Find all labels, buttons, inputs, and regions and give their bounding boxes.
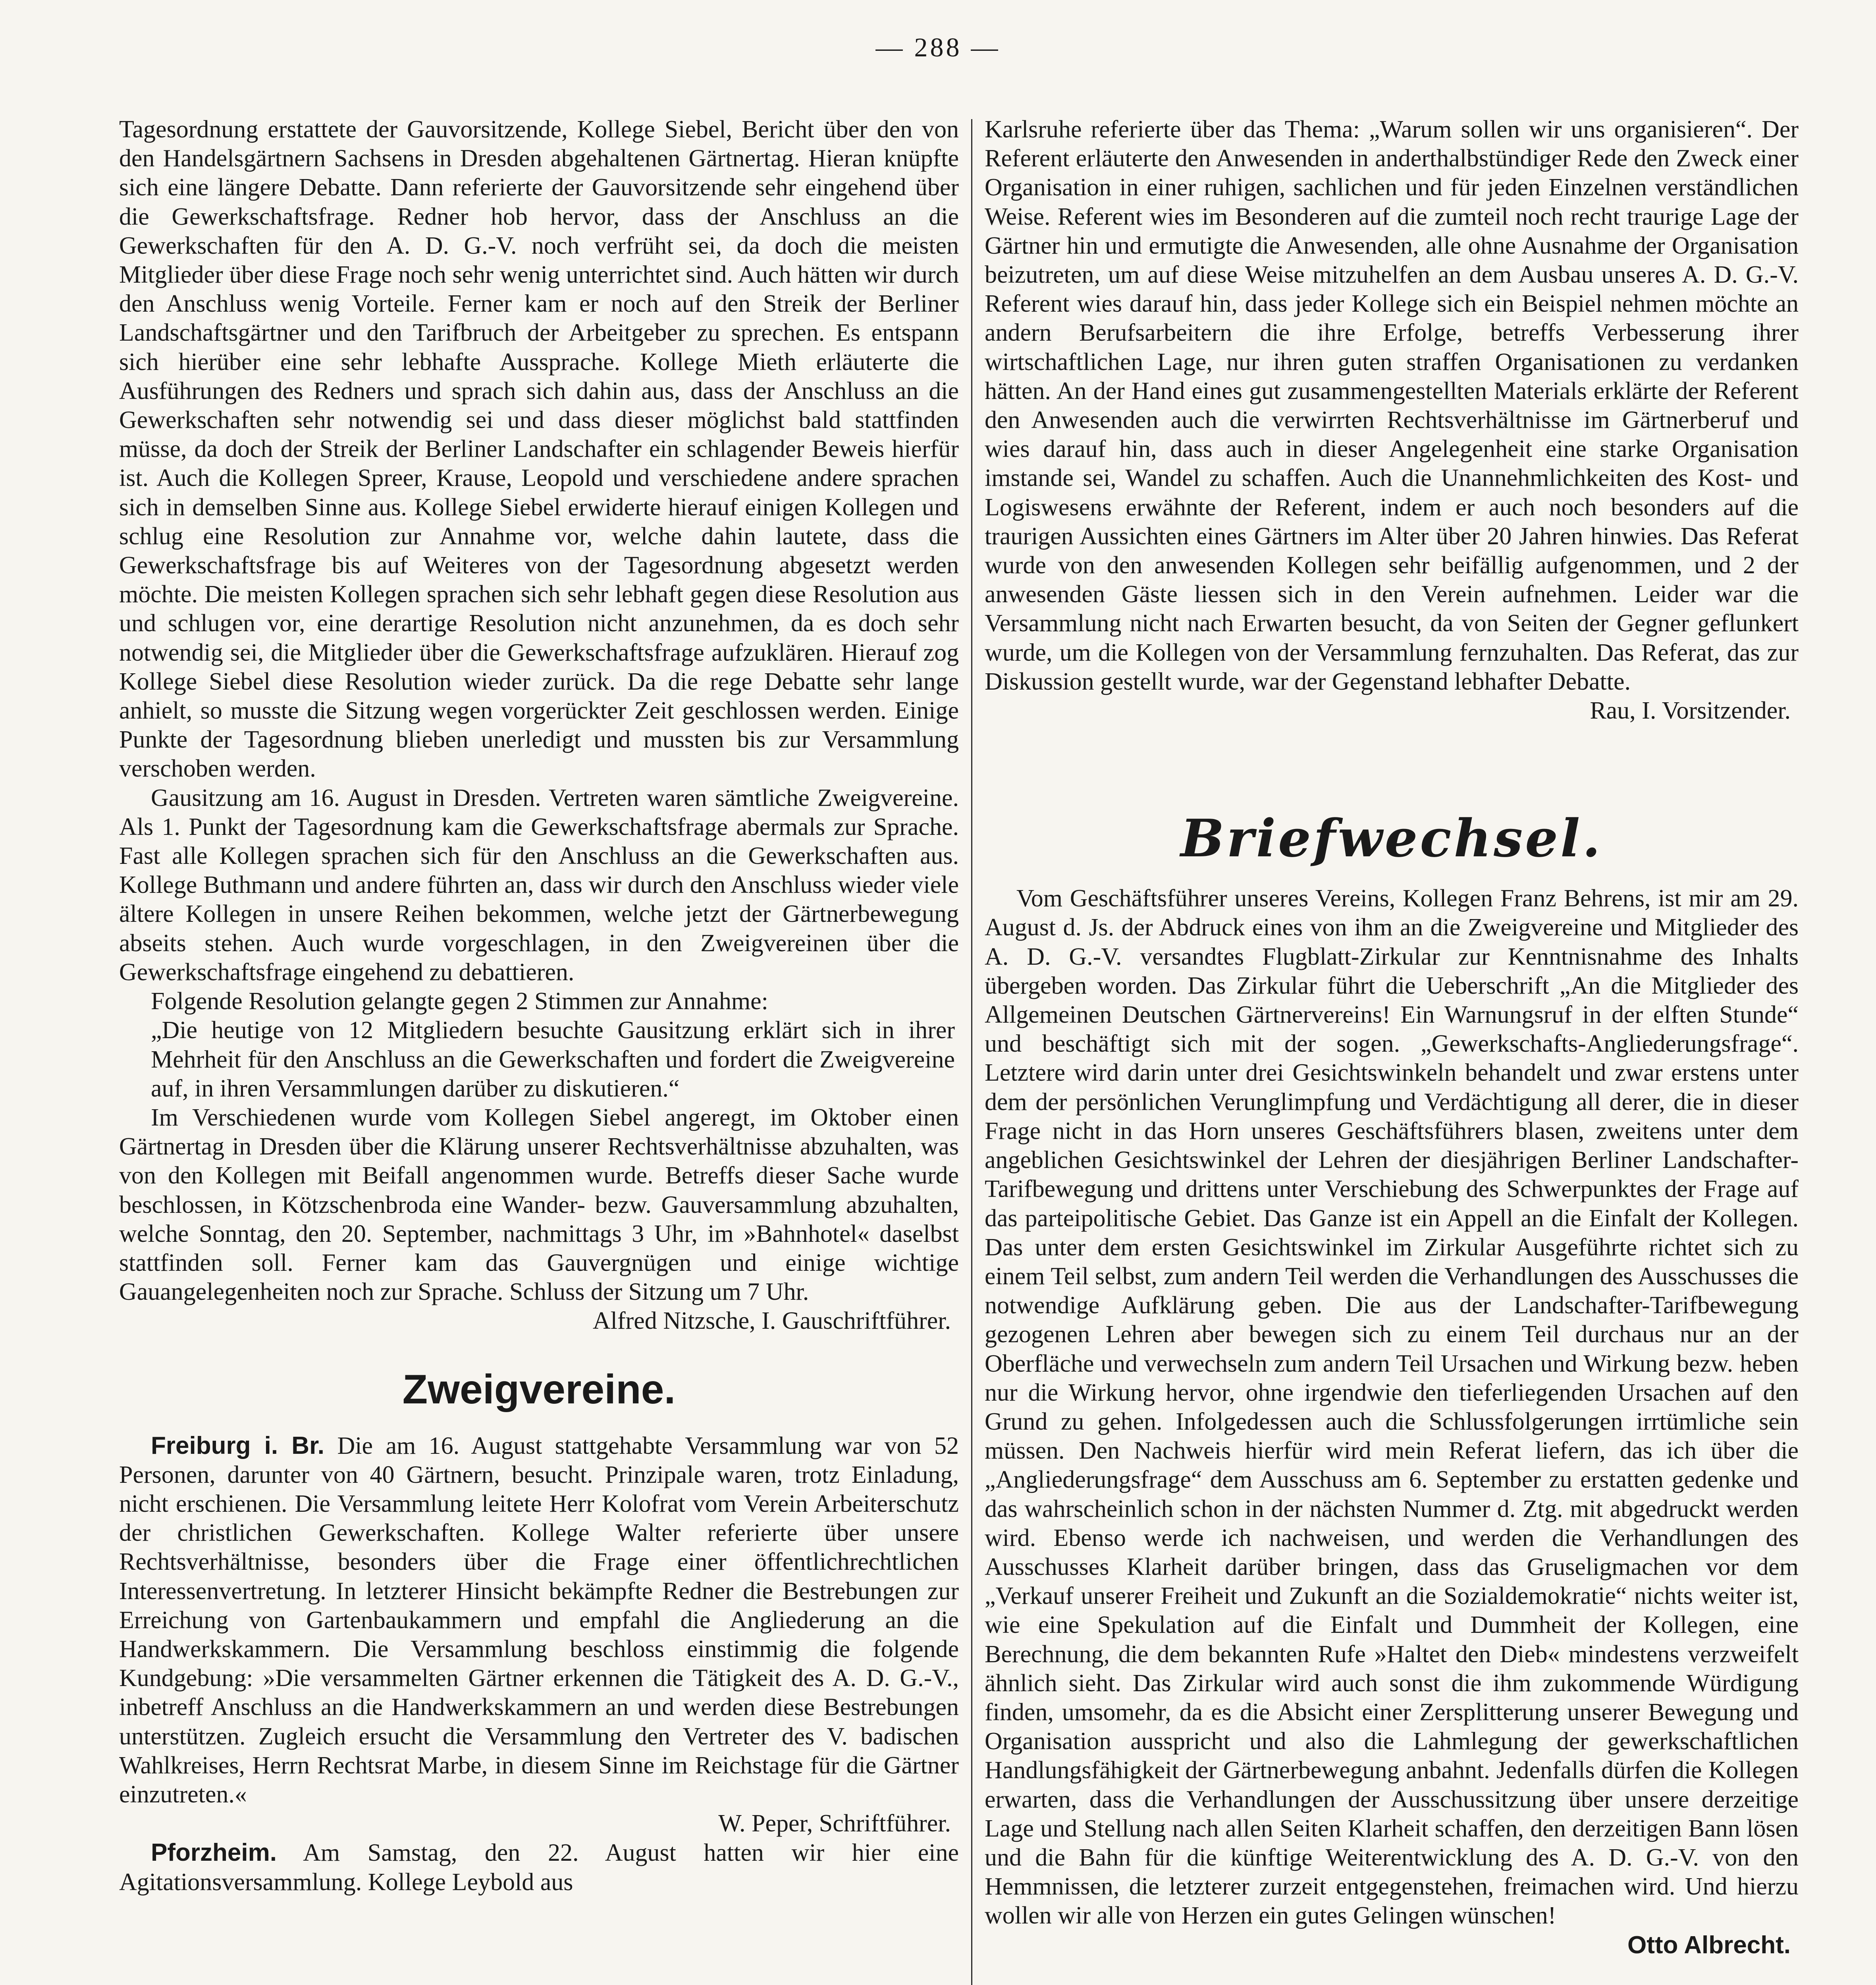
article-paragraph: Im Verschiedenen wurde vom Kollegen Siebel angeregt, im Oktober einen Gärtnertag in Dresden über die Klärung unserer Rechtsverhältnisse abzuhalten, was von den Kollegen mit Beifall angenommen wurde. Betreffs dieser Sache wurde beschlossen, in Kötzschenbroda eine Wander- bezw. Gauversammlung abzuhalten, welche Sonntag, den 20. September, nachmittags 3 Uhr, im »Bahnhotel« daselbst stattfinden soll. Ferner kam das Gauvergnügen und einige wichtige Gauangelegenheiten noch zur Sprache. Schluss der Sitzung um 7 Uhr.: [119, 1104, 959, 1306]
article-paragraph: Karlsruhe referierte über das Thema: „Warum sollen wir uns organisieren“. Der Referent erläuterte den Anwesenden in anderthalbstündiger Rede den Zweck einer Organisation in einer ruhigen, sachlichen und für jeden Einzelnen verständlichen Weise. Referent wies im Besonderen auf die zumteil noch recht traurige Lage der Gärtner hin und ermutigte die Anwesenden, alle ohne Ausnahme der Organisation beizutreten, um auf diese Weise mitzuhelfen an dem Ausbau unseres A. D. G.-V. Referent wies darauf hin, dass jeder Kollege sich ein Beispiel nehmen möchte an andern Berufsarbeitern die ihre Erfolge, betreffs Verbesserung ihrer wirtschaftlichen Lage, nur ihren guten straffen Organisationen zu verdanken hätten. An der Hand eines gut zusammengestellten Materials erklärte der Referent den Anwesenden auch die verwirrten Rechtsverhältnisse im Gärtnerberuf und wies darauf hin, dass auch in dieser Angelegenheit eine starke Organisation imstande sei, Wandel zu schaffen. Auch die Unannehmlichkeiten des Kost- und Logiswesens erwähnte der Referent, indem er auch noch besonders auf die traurigen Aussichten eines Gärtners im Alter über 20 Jahren hinwies. Das Referat wurde von den anwesenden Kollegen sehr beifällig aufgenommen, und 2 der anwesenden Gäste liessen sich in den Verein aufnehmen. Leider war die Versammlung nicht nach Erwarten besucht, da von Seiten der Gegner geflunkert wurde, um die Kollegen von der Versammlung fernzuhalten. Das Referat, das zur Diskussion gestellt wurde, war der Gegenstand lebhafter Debatte.: [985, 116, 1799, 695]
article-paragraph: Vom Geschäftsführer unseres Vereins, Kollegen Franz Behrens, ist mir am 29. August d. Js. der Abdruck eines von ihm an die Zweigvereine und Mitglieder des A. D. G.-V. versandtes Flugblatt-Zirkular zur Kenntnisnahme des Inhalts übergeben worden. Das Zirkular führt die Ueberschrift „An die Mitglieder des Allgemeinen Deutschen Gärtnervereins! Ein Warnungsruf in der elften Stunde“ und beschäftigt sich mit der sogen. „Gewerkschafts-Angliederungsfrage“. Letztere wird darin unter drei Gesichtswinkeln behandelt und zwar erstens unter dem der persönlichen Verunglimpfung und Verdächtigung all derer, die in dieser Frage nicht in das Horn unseres Geschäftsführers blasen, zweitens unter dem angeblichen Gesichtswinkel der Lehren der diesjährigen Berliner Landschafter-Tarifbewegung und drittens unter Verschiebung des Schwerpunktes der Frage auf das parteipolitische Gebiet. Das Ganze ist ein Appell an die Einfalt der Kollegen. Das unter dem ersten Gesichtswinkel im Zirkular Ausgeführte richtet sich zu einem Teil selbst, zum andern Teil werden die Verhandlungen des Ausschusses die notwendige Aufklärung geben. Die aus der Landschafter-Tarifbewegung gezogenen Lehren aber bewegen sich zu einem Teil durchaus nur an der Oberfläche und verwechseln zum andern Teil Ursachen und Wirkung bezw. heben nur die Wirkung hervor, ohne irgendwie den tieferliegenden Ursachen auf den Grund zu gehen. Infolgedessen auch die Schlussfolgerungen irrtümliche sein müssen. Den Nachweis hierfür wird mein Referat liefern, das ich über die „Angliederungsfrage“ dem Ausschuss am 6. September zu erstatten gedenke und das wahrscheinlich schon in der nächsten Nummer d. Ztg. mit abgedruckt werden wird. Ebenso werde ich nachweisen, und werden die Verhandlungen des Ausschusses Klarheit darüber bringen, dass das Gruseligmachen vor dem „Verkauf unserer Freiheit und Zukunft an die Sozialdemokratie“ nichts weiter ist, wie eine Spekulation auf die Einfalt und Dummheit der Kollegen, eine Berechnung, die dem bekannten Rufe »Haltet den Dieb« mindestens verzweifelt ähnlich sieht. Das Zirkular wird auch sonst die ihm zukommende Würdigung finden, umsomehr, da es die Absicht einer Zersplitterung unserer Bewegung und Organisation ausspricht und also die Lahmlegung der gewerkschaftlichen Handlungsfähigkeit der Gärtnerbewegung anbahnt. Jedenfalls dürfen die Kollegen erwarten, dass die Verhandlungen der Ausschussitzung über unsere derzeitige Lage und Stellung nach allen Seiten Klarheit schaffen, den derzeitigen Bann lösen und die Bahn für die künftige Weiterentwicklung des A. D. G.-V. von den Hemmnissen, die letzterer zurzeit entgegenstehen, freimachen wird. Und hierzu wollen wir alle von Herzen ein gutes Gelingen wünschen!: [985, 885, 1799, 1929]
signature: W. Peper, Schriftführer.: [718, 1810, 951, 1837]
page-number: — 288 —: [875, 32, 1001, 62]
section-heading: Briefwechsel.: [1180, 808, 1603, 869]
article-paragraph: Gausitzung am 16. August in Dresden. Vertreten waren sämtliche Zweigvereine. Als 1. Punkt der Tagesordnung kam die Gewerkschaftsfrage abermals zur Sprache. Fast alle Kollegen sprachen sich für den Anschluss an die Gewerkschaften aus. Kollege Buthmann und andere führten an, dass wir durch den Anschluss wieder viele ältere Kollegen in unsere Reihen bekommen, welche jetzt der Gärtnerbewegung abseits stehen. Auch wurde vorgeschlagen, in den Zweigvereinen über die Gewerkschaftsfrage eingehend zu debattieren.: [119, 784, 959, 986]
signature: Alfred Nitzsche, I. Gauschriftführer.: [592, 1307, 951, 1335]
branch-report: [119, 1431, 959, 1810]
signature: Otto Albrecht.: [1627, 1931, 1791, 1959]
column-divider: [971, 119, 972, 1985]
signature: Rau, I. Vorsitzender.: [1590, 697, 1791, 725]
article-paragraph: Tagesordnung erstattete der Gauvorsitzende, Kollege Siebel, Bericht über den von den Handelsgärtnern Sachsens in Dresden abgehaltenen Gärtnertag. Hieran knüpfte sich eine längere Debatte. Dann referierte der Gauvorsitzende sehr eingehend über die Gewerkschaftsfrage. Redner hob hervor, dass der Anschluss an die Gewerkschaften für den A. D. G.-V. noch verfrüht sei, da doch die meisten Mitglieder über diese Frage noch sehr wenig unterrichtet sind. Auch hätten wir durch den Anschluss wenig Vorteile. Ferner kam er noch auf den Streik der Berliner Landschaftsgärtner und den Tarifbruch der Arbeitgeber zu sprechen. Es entspann sich hierüber eine sehr lebhafte Aussprache. Kollege Mieth erläuterte die Ausführungen des Redners und sprach sich dahin aus, dass der Anschluss an die Gewerkschaften sehr notwendig sei und dass dieser möglichst bald stattfinden müsse, da doch der Streik der Berliner Landschafter ein schlagender Beweis hierfür ist. Auch die Kollegen Spreer, Krause, Leopold und verschiedene andere sprachen sich in demselben Sinne aus. Kollege Siebel erwiderte hierauf einigen Kollegen und schlug eine Resolution zur Annahme vor, welche dahin lautete, dass die Gewerkschaftsfrage bis auf Weiteres von der Tagesordnung abgesetzt werden möchte. Die meisten Kollegen sprachen sich sehr lebhaft gegen diese Resolution aus und schlugen vor, eine derartige Resolution nicht anzunehmen, da es doch sehr notwendig sei, die Mitglieder über die Gewerkschaftsfrage aufzuklären. Hierauf zog Kollege Siebel diese Resolution wieder zurück. Da die rege Debatte sehr lange anhielt, so musste die Sitzung wegen vorgerückter Zeit geschlossen werden. Einige Punkte der Tagesordnung blieben unerledigt und mussten bis zur Versammlung verschoben werden.: [119, 116, 959, 782]
resolution-quote: „Die heutige von 12 Mitgliedern besuchte Gausitzung erklärt sich in ihrer Mehrheit für den Anschluss an die Gewerkschaften und fordert die Zweigvereine auf, in ihren Versammlungen darüber zu diskutieren.“: [151, 1017, 955, 1102]
branch-text: Die am 16. August stattgehabte Versammlung war von 52 Personen, darunter von 40 Gärtnern, besucht. Prinzipale waren, trotz Einladung, nicht erschienen. Die Versammlung leitete Herr Kolofrat vom Verein Arbeiterschutz der christlichen Gewerkschaften. Kollege Walter referierte über unsere Rechtsverhältnisse, besonders über die Frage einer öffentlichrechtlichen Interessenvertretung. In letzterer Hinsicht bekämpfte Redner die Bestrebungen zur Erreichung von Gartenbaukammern und empfahl die Angliederung an die Handwerkskammern. Die Versammlung beschloss einstimmig die folgende Kundgebung: »Die versammelten Gärtner erkennen die Tätigkeit des A. D. G.-V., inbetreff Anschluss an die Handwerkskammern an und werden diese Bestrebungen unterstützen. Zugleich ersucht die Versammlung den Vertreter des V. badischen Wahlkreises, Herrn Rechtsrat Marbe, in diesem Sinne im Reichstage für die Gärtner einzutreten.«: [119, 1432, 959, 1808]
article-paragraph: Folgende Resolution gelangte gegen 2 Stimmen zur Annahme:: [151, 988, 768, 1015]
right-column: [985, 115, 1799, 1960]
left-column: [119, 115, 959, 1897]
section-heading: Zweigvereine.: [402, 1366, 676, 1413]
branch-report: [119, 1838, 959, 1896]
branch-place: Pforzheim.: [151, 1839, 277, 1867]
branch-place: Freiburg i. Br.: [151, 1432, 324, 1459]
branch-text: Am Samstag, den 22. August hatten wir hier eine Agitationsversammlung. Kollege Leybold aus: [119, 1839, 959, 1896]
